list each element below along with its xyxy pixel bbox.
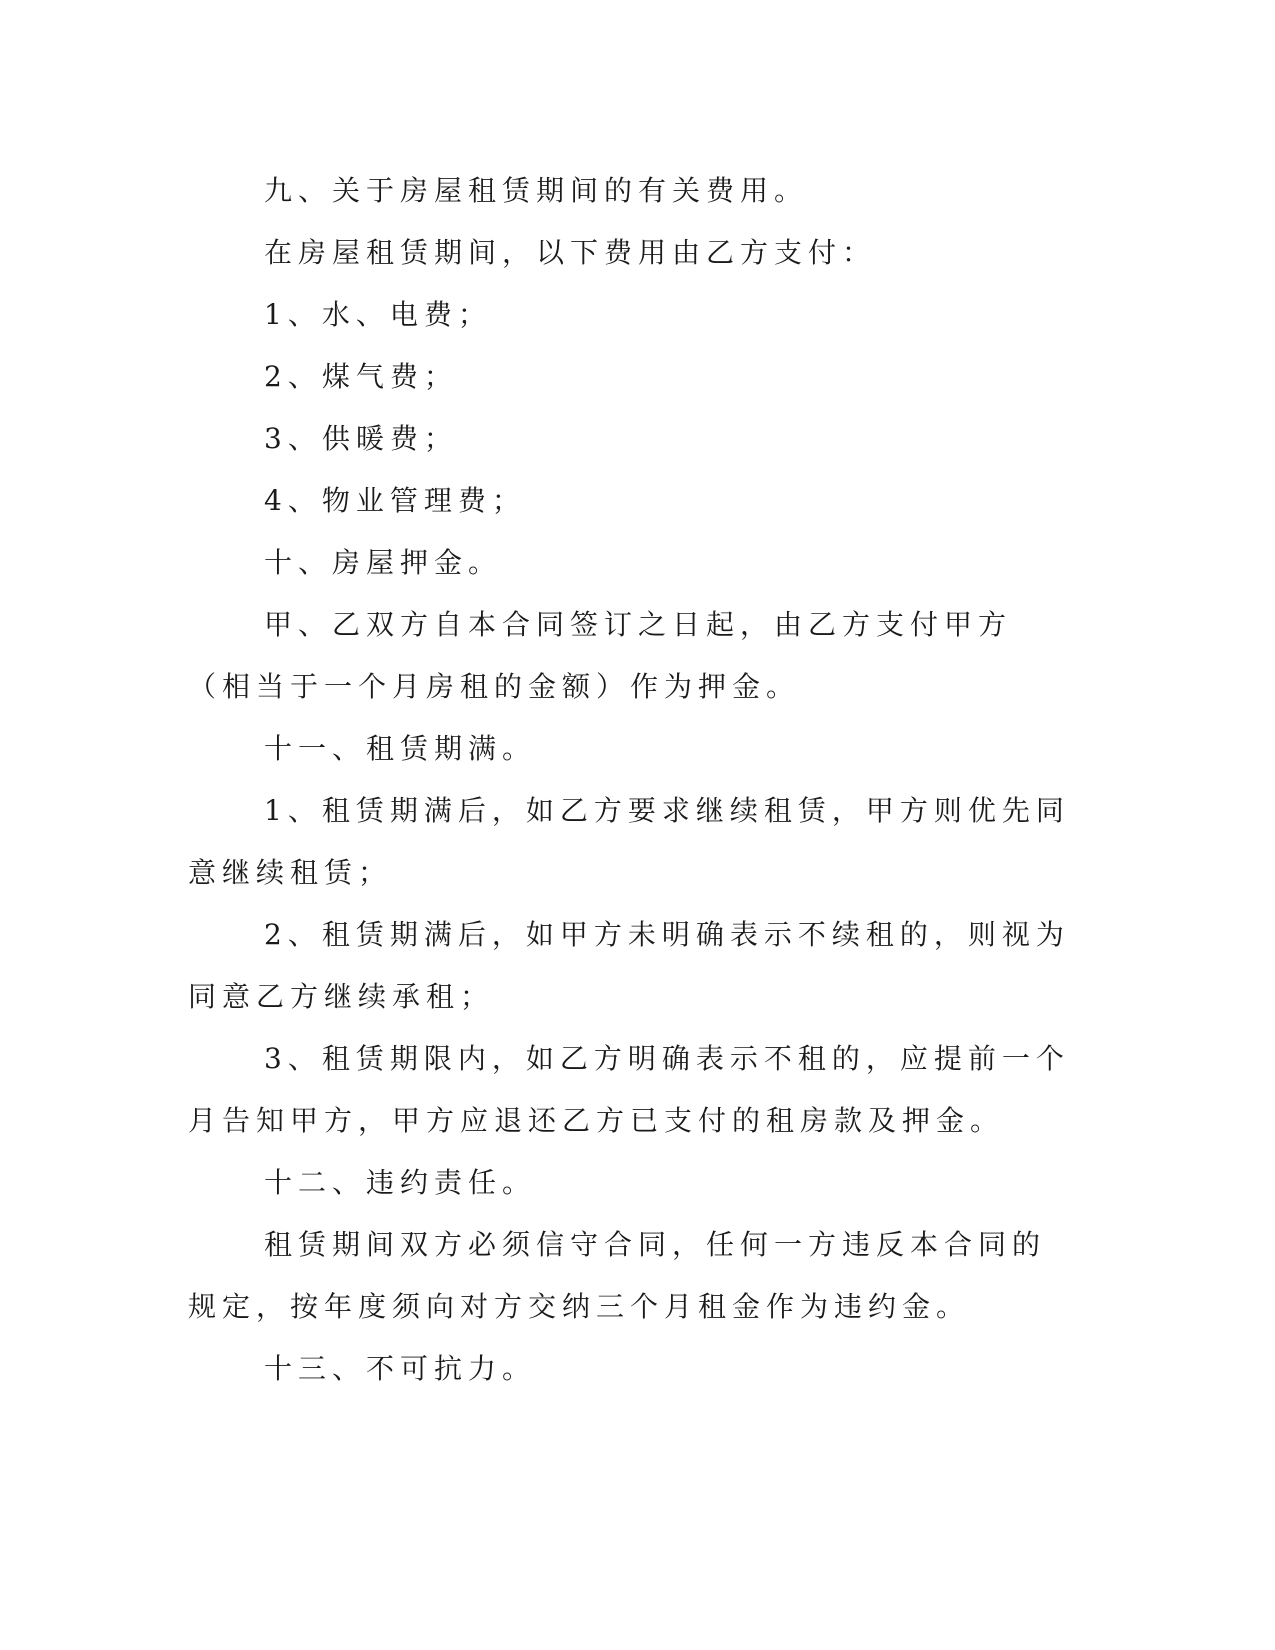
list-item: 1、租赁期满后，如乙方要求继续租赁，甲方则优先同意继续租赁； xyxy=(188,794,1070,889)
document-body xyxy=(188,160,1078,1400)
list-item: 2、煤气费； xyxy=(264,360,458,393)
section-heading-13: 十三、不可抗力。 xyxy=(264,1352,537,1385)
list-item: 2、租赁期满后，如甲方未明确表示不续租的，则视为同意乙方继续承租； xyxy=(188,918,1070,1013)
list-item: 3、供暖费； xyxy=(264,422,458,455)
paragraph: 甲、乙双方自本合同签订之日起，由乙方支付甲方（相当于一个月房租的金额）作为押金。 xyxy=(188,608,1013,703)
paragraph: 租赁期间双方必须信守合同，任何一方违反本合同的规定，按年度须向对方交纳三个月租金作为违约金。 xyxy=(188,1228,1047,1323)
section-heading-11: 十一、租赁期满。 xyxy=(264,732,537,765)
section-heading-9: 九、关于房屋租赁期间的有关费用。 xyxy=(264,174,809,207)
list-item: 3、租赁期限内，如乙方明确表示不租的，应提前一个月告知甲方，甲方应退还乙方已支付的租房款及押金。 xyxy=(188,1042,1070,1137)
section-heading-10: 十、房屋押金。 xyxy=(264,546,503,579)
section-heading-12: 十二、违约责任。 xyxy=(264,1166,537,1199)
list-item: 1、水、电费； xyxy=(264,298,492,331)
list-item: 4、物业管理费； xyxy=(264,484,526,517)
paragraph: 在房屋租赁期间，以下费用由乙方支付： xyxy=(264,236,877,269)
